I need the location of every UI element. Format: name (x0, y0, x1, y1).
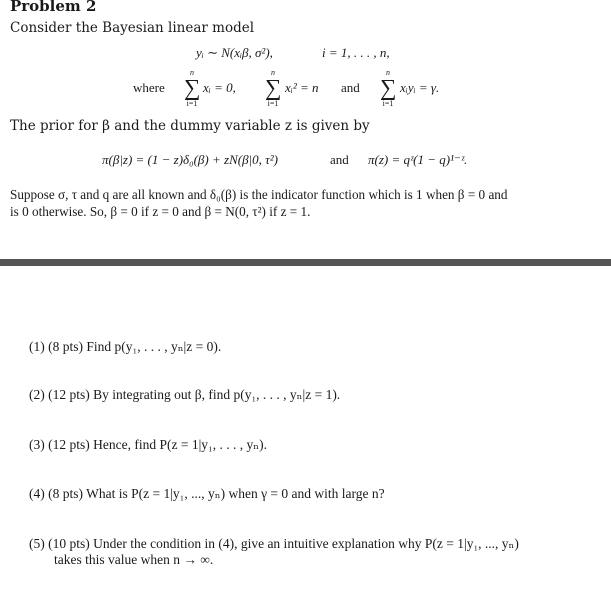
sum-x2 (265, 68, 281, 108)
prior-equation-beta: π(β|z) = (1 − z)δ₀(β) + zN(β|0, τ²) (102, 152, 278, 167)
model-equation: yᵢ ∼ N(xᵢβ, σ²), (196, 45, 273, 60)
question-3: (3) (12 pts) Hence, find P(z = 1|y₁, . . . , yₙ). (29, 437, 267, 452)
sum-x-lower: i=1 (186, 99, 198, 108)
prior-text: The prior for β and the dummy variable z is given by (10, 118, 370, 134)
problem-statement (0, 0, 611, 258)
section-divider (0, 259, 611, 266)
question-4: (4) (8 pts) What is P(z = 1|y₁, ..., yₙ) when γ = 0 and with large n? (29, 486, 385, 501)
sigma-icon: ∑ (265, 75, 282, 100)
sum-x (184, 68, 200, 108)
sum-x2-body: xᵢ² = n (285, 80, 319, 95)
sum-xy (380, 68, 396, 108)
question-5-continued: takes this value when n → ∞. (54, 552, 214, 567)
and-label: and (341, 80, 360, 95)
problem-title: Problem 2 (10, 0, 97, 15)
question-1: (1) (8 pts) Find p(y₁, . . . , yₙ|z = 0). (29, 339, 222, 354)
intro-text: Consider the Bayesian linear model (10, 20, 255, 36)
question-2: (2) (12 pts) By integrating out β, find p(y₁, . . . , yₙ|z = 1). (29, 387, 341, 402)
index-equation: i = 1, . . . , n, (322, 45, 390, 60)
prior-and-label: and (330, 152, 349, 167)
sum-xy-lower: i=1 (382, 99, 394, 108)
sum-xy-body: xᵢyᵢ = γ. (400, 80, 440, 95)
sigma-icon: ∑ (184, 75, 201, 100)
sum-x-body: xᵢ = 0, (203, 80, 236, 95)
prior-equation-z: π(z) = qᶻ(1 − q)¹⁻ᶻ. (368, 152, 468, 167)
sigma-icon: ∑ (380, 75, 397, 100)
sum-x-upper: n (190, 68, 194, 77)
question-5: (5) (10 pts) Under the condition in (4), give an intuitive explanation why P(z = 1|y₁, ..., yₙ) (29, 536, 519, 551)
sum-xy-upper: n (386, 68, 390, 77)
sum-x2-upper: n (271, 68, 275, 77)
suppose-line-2: is 0 otherwise. So, β = 0 if z = 0 and β = N(0, τ²) if z = 1. (10, 204, 311, 219)
where-label: where (133, 80, 165, 95)
sum-x2-lower: i=1 (267, 99, 279, 108)
suppose-line-1: Suppose σ, τ and q are all known and δ₀(β) is the indicator function which is 1 when β = 0 and (10, 187, 508, 202)
